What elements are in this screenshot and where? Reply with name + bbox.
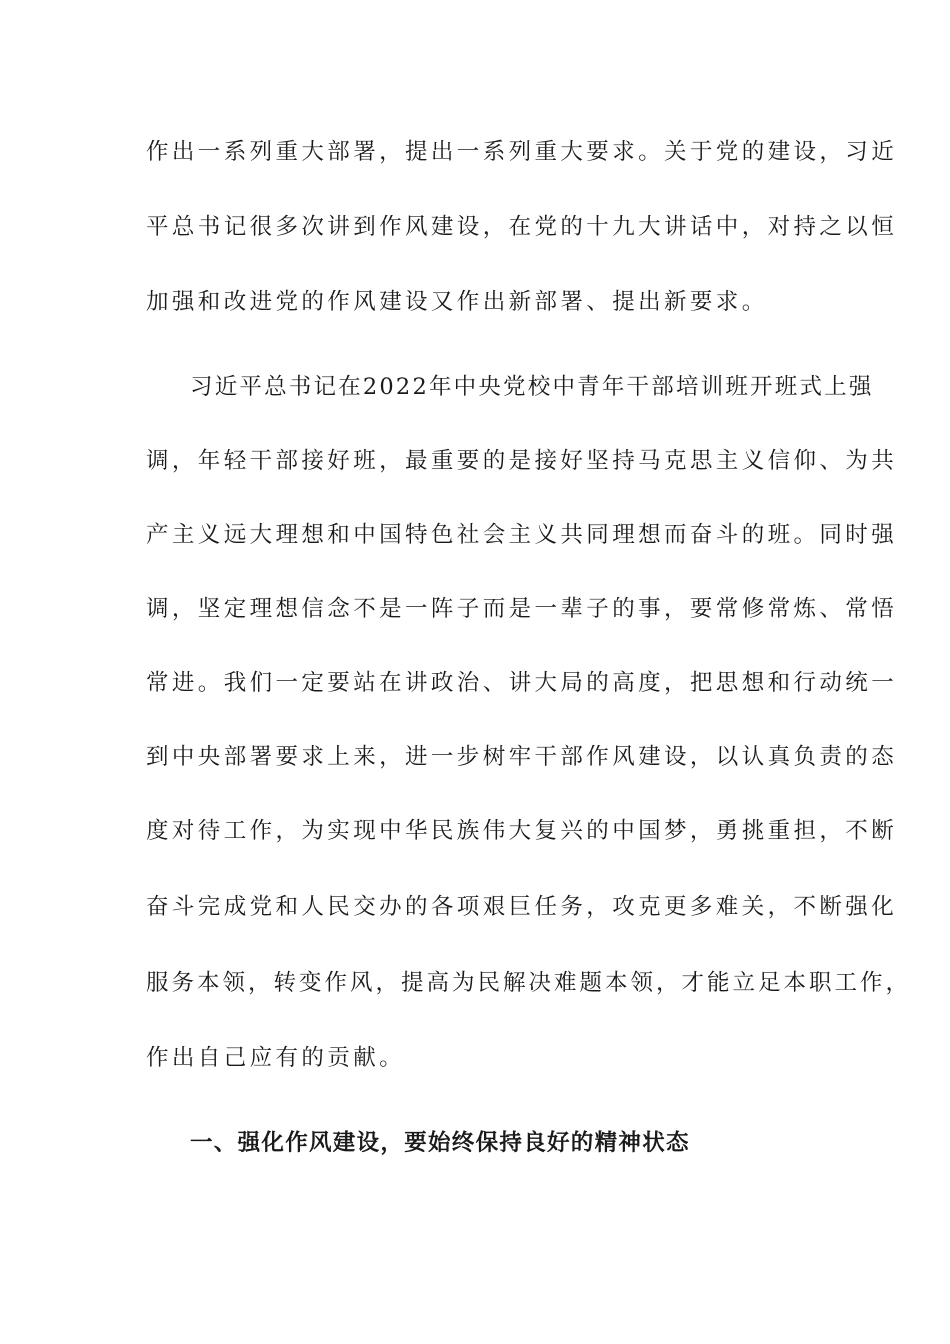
paragraph-2-line-6: 到中央部署要求上来，进一步树牢干部作风建设，以认真负责的态 [146, 744, 898, 770]
section-heading: 一、强化作风建设，要始终保持良好的精神状态 [190, 1130, 690, 1156]
paragraph-1-line-3: 加强和改进党的作风建设又作出新部署、提出新要求。 [146, 289, 768, 315]
paragraph-1-line-2: 平总书记很多次讲到作风建设，在党的十九大讲话中，对持之以恒 [146, 214, 898, 240]
paragraph-1-line-1: 作出一系列重大部署，提出一系列重大要求。关于党的建设，习近 [146, 139, 898, 165]
paragraph-2-line-2: 调，年轻干部接好班，最重要的是接好坚持马克思主义信仰、为共 [146, 448, 898, 474]
paragraph-2-line-8: 奋斗完成党和人民交办的各项艰巨任务，攻克更多难关，不断强化 [146, 894, 898, 920]
paragraph-2-line-10: 作出自己应有的贡献。 [146, 1045, 406, 1071]
paragraph-2-line-9: 服务本领，转变作风，提高为民解决难题本领，才能立足本职工作， [146, 970, 912, 996]
paragraph-2-line-5: 常进。我们一定要站在讲政治、讲大局的高度，把思想和行动统一 [146, 670, 898, 696]
paragraph-2-line-3: 产主义远大理想和中国特色社会主义共同理想而奋斗的班。同时强 [146, 522, 898, 548]
paragraph-2-line-7: 度对待工作，为实现中华民族伟大复兴的中国梦，勇挑重担，不断 [146, 818, 898, 844]
paragraph-2-line-4: 调，坚定理想信念不是一阵子而是一辈子的事，要常修常炼、常悟 [146, 596, 898, 622]
paragraph-2-line-1: 习近平总书记在2022年中央党校中青年干部培训班开班式上强 [190, 374, 874, 400]
